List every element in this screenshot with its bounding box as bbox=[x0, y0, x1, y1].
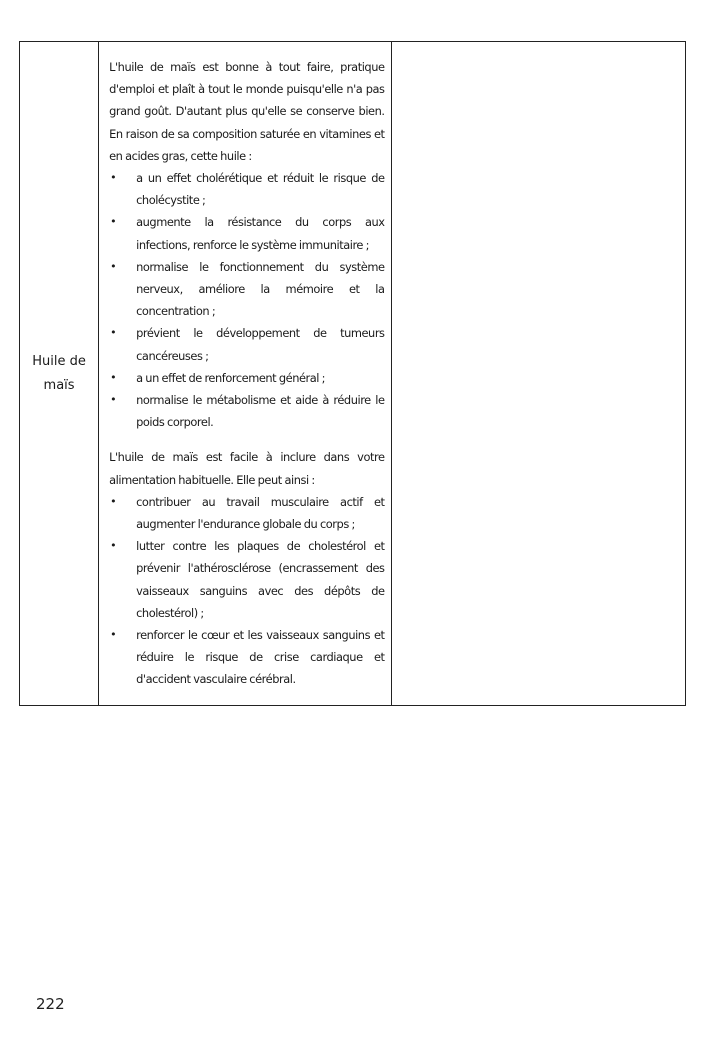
oil-name: Huile de maïs bbox=[32, 353, 86, 393]
list-item bbox=[109, 256, 384, 323]
bullet-icon: • bbox=[110, 215, 117, 229]
content-table bbox=[19, 41, 686, 706]
bullet-icon: • bbox=[110, 539, 117, 553]
page-number: 222 bbox=[36, 995, 65, 1013]
benefits-list bbox=[109, 167, 384, 433]
list-item-text: a un effet cholérétique et réduit le risque de cholécystite ; bbox=[136, 171, 385, 208]
list-item-text: normalise le fonctionnement du système nerveux, améliore la mémoire et la concentration ; bbox=[136, 259, 385, 319]
list-item bbox=[109, 535, 384, 624]
list-item bbox=[109, 322, 384, 366]
table-row bbox=[20, 42, 686, 706]
oil-name-cell bbox=[20, 42, 99, 706]
list-item-text: a un effet de renforcement général ; bbox=[136, 370, 326, 385]
intro-paragraph: L'huile de maïs est bonne à tout faire, pratique d'emploi et plaît à tout le monde puisqu'elle n'a pas grand goût. D'autant plus qu'elle se conserve bien. En raison de sa composition saturée en vitamines et en acides gras, cette huile : bbox=[109, 60, 385, 163]
description-cell bbox=[99, 42, 391, 706]
list-item bbox=[109, 211, 384, 255]
bullet-icon: • bbox=[110, 494, 117, 508]
empty-cell bbox=[391, 42, 685, 706]
list-item-text: normalise le métabolisme et aide à réduire le poids corporel. bbox=[136, 393, 385, 430]
list-item-text: contribuer au travail musculaire actif et augmenter l'endurance globale du corps ; bbox=[136, 494, 385, 532]
list-item bbox=[109, 367, 384, 389]
list-item-text: prévient le développement de tumeurs cancéreuses ; bbox=[136, 326, 385, 363]
list-item bbox=[109, 491, 384, 535]
bullet-icon: • bbox=[110, 326, 117, 340]
second-paragraph: L'huile de maïs est facile à inclure dans votre alimentation habituelle. Elle peut ainsi : bbox=[109, 450, 385, 487]
bullet-icon: • bbox=[110, 370, 117, 384]
list-item-text: renforcer le cœur et les vaisseaux sanguins et réduire le risque de crise cardiaque et d'accident vasculaire cérébral. bbox=[136, 628, 385, 687]
list-item-text: augmente la résistance du corps aux infections, renforce le système immunitaire ; bbox=[136, 215, 385, 252]
bullet-icon: • bbox=[110, 259, 117, 273]
list-item bbox=[109, 167, 384, 211]
uses-list bbox=[109, 491, 384, 691]
bullet-icon: • bbox=[110, 393, 117, 407]
paragraph-spacer bbox=[109, 433, 384, 446]
list-item-text: lutter contre les plaques de cholestérol et prévenir l'athérosclérose (encrassement des vaisseaux sanguins avec des dépôts de cholestérol) ; bbox=[136, 539, 385, 620]
bullet-icon: • bbox=[110, 171, 117, 185]
list-item bbox=[109, 624, 384, 691]
list-item bbox=[109, 389, 384, 433]
bullet-icon: • bbox=[110, 628, 117, 642]
